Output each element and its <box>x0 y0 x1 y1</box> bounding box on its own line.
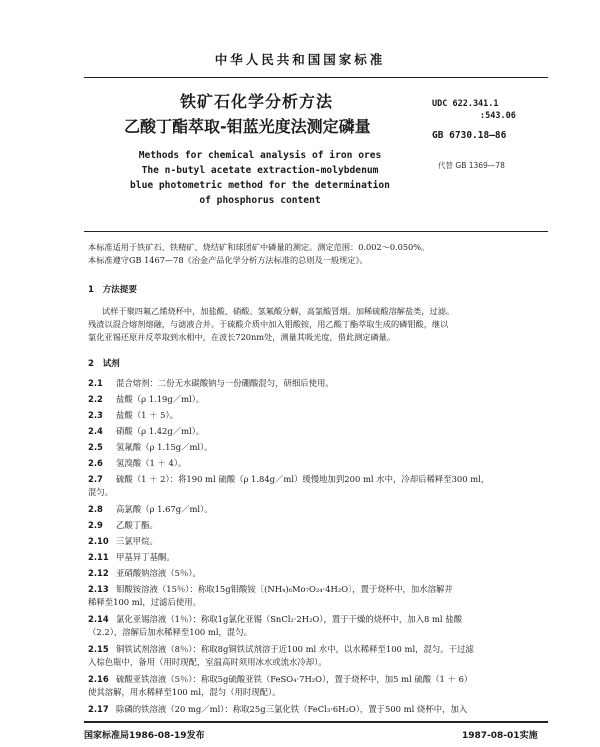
reagent-item <box>88 551 548 564</box>
item-number: 2.17 <box>88 704 109 714</box>
item-text: 甲基异丁基酮。 <box>116 552 175 562</box>
item-number: 2.14 <box>88 614 109 624</box>
reagent-item <box>88 377 548 390</box>
item-continuation: 稀释至100 ml，过滤后使用。 <box>88 597 202 607</box>
reagent-item <box>88 393 548 406</box>
standard-title-line2: 乙酸丁酯萃取-钼蓝光度法测定磷量 <box>124 117 371 136</box>
item-text: 盐酸（1 ＋ 5）。 <box>116 410 179 420</box>
effective-date: 1987-08-01实施 <box>462 731 538 741</box>
english-title-line3: blue photometric method for the determination <box>130 180 390 191</box>
item-text: 氢氟酸（ρ 1.15g／ml）。 <box>116 442 213 452</box>
item-number: 2.16 <box>88 674 109 684</box>
item-text: 三氯甲烷。 <box>116 536 158 546</box>
english-title-line1: Methods for chemical analysis of iron ores <box>138 150 382 161</box>
section1-text-line1: 试样于聚四氟乙烯烧杯中，加盐酸、硝酸、氢氟酸分解，高氯酸冒烟。加稀硫酸溶解盐类，过滤。 <box>102 306 455 316</box>
item-number: 2.2 <box>88 394 103 404</box>
publisher-title: 中华人民共和国国家标准 <box>214 52 386 67</box>
section1-heading: 1 方法提要 <box>88 285 137 295</box>
english-title-line2: The n-butyl acetate extraction-molybdenum <box>141 165 379 176</box>
reagent-item <box>88 457 548 470</box>
item-continuation: 入棕色瓶中，备用（用时现配，室温高时须用冰水或流水冷却）。 <box>88 657 327 667</box>
item-text: 氯化亚锡溶液（1％）：称取1g氯化亚锡（SnCl₂·2H₂O），置于干燥的烧杯中，加入8 ml 盐酸 <box>116 614 462 624</box>
item-number: 2.4 <box>88 426 103 436</box>
footer-divider <box>84 721 548 723</box>
section2-heading: 2 试剂 <box>88 359 120 369</box>
reagent-item <box>88 583 548 609</box>
reagent-item <box>88 425 548 438</box>
reagent-item <box>88 441 548 454</box>
item-text: 氢溴酸（1 ＋ 4）。 <box>116 458 187 468</box>
item-text: 钼酸铵溶液（15％）：称取15g钼酸铵〔(NH₄)₆Mo₇O₂₄·4H₂O〕，置于烧杯中，加水溶解并 <box>116 584 453 594</box>
section1-text-line2: 残渣以混合熔剂熔融，与滤液合并。于硫酸介质中加入钼酸铵，用乙酸丁酯萃取生成的磷钼酸，继以 <box>88 319 449 329</box>
reagent-item <box>88 535 548 548</box>
item-number: 2.3 <box>88 410 103 420</box>
item-continuation: （2.2），溶解后加水稀释至100 ml，混匀。 <box>88 627 253 637</box>
intro-compliance: 本标准遵守GB 1467—78《冶金产品化学分析方法标准的总则及一般规定》。 <box>88 255 368 265</box>
item-text: 除磷的铁溶液（20 mg／ml）：称取25g三氯化铁（FeCl₃·6H₂O），置于500 ml 烧杯中，加入 <box>116 704 468 714</box>
item-number: 2.13 <box>88 584 109 594</box>
item-number: 2.12 <box>88 568 109 578</box>
reagent-item <box>88 519 548 532</box>
title-divider <box>84 231 548 232</box>
item-text: 亚硝酸钠溶液（5％）。 <box>116 568 201 578</box>
udc-number: UDC 622.341.1 <box>432 99 499 109</box>
item-continuation: 混匀。 <box>88 487 114 497</box>
item-text: 铜铁试剂溶液（8％）：称取8g铜铁试剂溶于近100 ml 水中，以水稀释至100 ml，混匀。干过滤 <box>116 644 474 654</box>
item-text: 盐酸（ρ 1.19g／ml）。 <box>116 394 205 404</box>
item-number: 2.5 <box>88 442 103 452</box>
header-divider <box>84 77 548 78</box>
item-text: 乙酸丁酯。 <box>116 520 158 530</box>
issue-date: 国家标准局1986-08-19发布 <box>84 731 205 741</box>
reagent-item <box>88 703 548 716</box>
item-text: 混合熔剂：二份无水碳酸钠与一份硼酸混匀，研细后使用。 <box>116 378 334 388</box>
item-text: 硝酸（ρ 1.42g／ml）。 <box>116 426 205 436</box>
reagent-item <box>88 567 548 580</box>
item-text: 硫酸亚铁溶液（5％）：称取5g硫酸亚铁（FeSO₄·7H₂O），置于烧杯中，加5 ml 硫酸（1 ＋ 6） <box>116 674 473 684</box>
reagent-item <box>88 409 548 422</box>
item-number: 2.9 <box>88 520 103 530</box>
english-title-line4: of phosphorus content <box>199 195 321 206</box>
reagent-item <box>88 503 548 516</box>
reagent-item <box>88 643 548 669</box>
reagent-item <box>88 473 548 499</box>
item-number: 2.1 <box>88 378 103 388</box>
item-number: 2.11 <box>88 552 109 562</box>
standard-title-line1: 铁矿石化学分析方法 <box>180 92 334 111</box>
item-text: 硫酸（1 ＋ 2）：将190 ml 硫酸（ρ 1.84g／ml）缓慢地加到200 ml 水中，冷却后稀释至300 ml， <box>116 474 490 484</box>
item-number: 2.15 <box>88 644 109 654</box>
item-number: 2.8 <box>88 504 103 514</box>
udc-number-cont: :543.06 <box>480 111 516 121</box>
item-number: 2.10 <box>88 536 109 546</box>
item-number: 2.6 <box>88 458 103 468</box>
gb-number: GB 6730.18—86 <box>432 130 507 141</box>
reagent-item <box>88 613 548 639</box>
item-continuation: 使其溶解，用水稀释至100 ml，混匀（用时现配）。 <box>88 687 281 697</box>
item-number: 2.7 <box>88 474 103 484</box>
section1-text-line3: 氯化亚锡还原并反萃取到水相中，在波长720nm处，测量其吸光度，借此测定磷量。 <box>88 332 396 342</box>
replaces-note: 代替 GB 1369—78 <box>438 161 505 170</box>
reagent-item <box>88 673 548 699</box>
item-text: 高氯酸（ρ 1.67g／ml）。 <box>116 504 213 514</box>
intro-scope: 本标准适用于铁矿石、铁精矿、烧结矿和球团矿中磷量的测定。测定范围：0.002～0.050%。 <box>88 242 430 252</box>
